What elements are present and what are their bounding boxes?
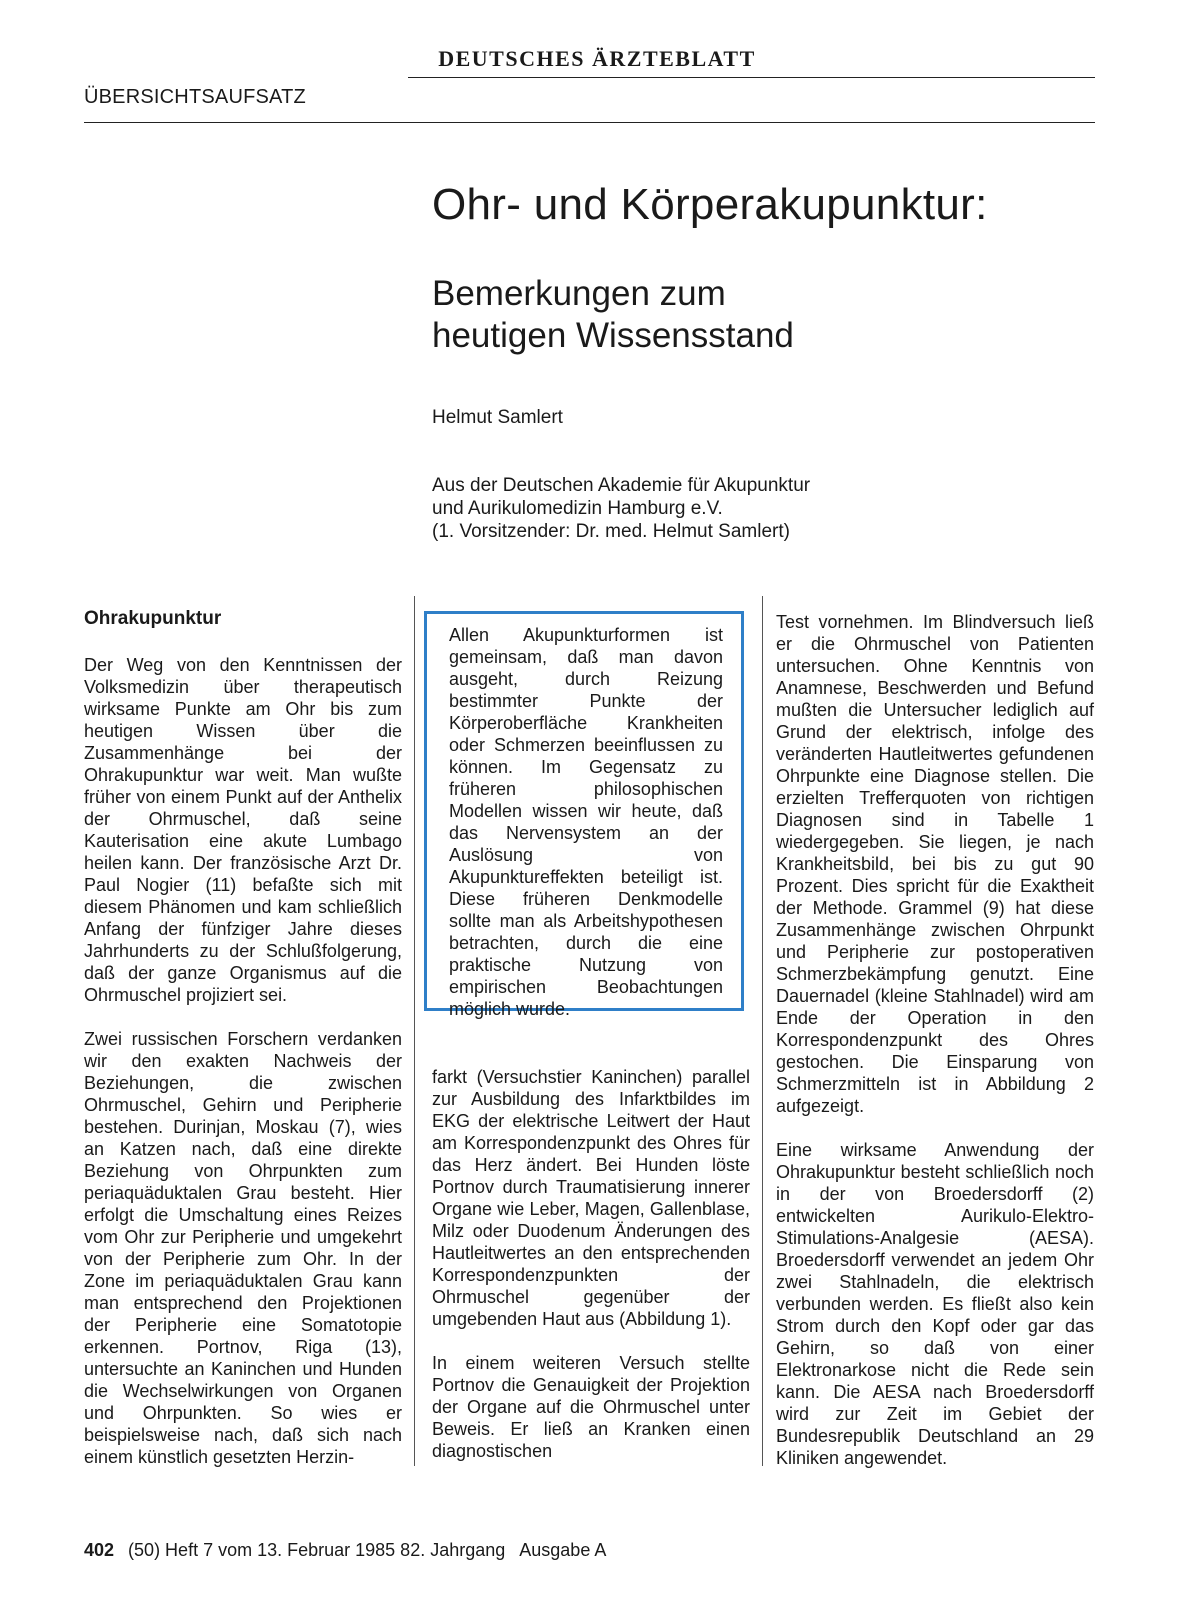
issue-info: (50) Heft 7 vom 13. Februar 1985 82. Jahrgang <box>128 1540 506 1560</box>
column-divider <box>414 596 415 1466</box>
paragraph: Der Weg von den Kenntnissen der Volksmedizin über therapeutisch wirksame Punkte am Ohr bis zum heutigen Wissen über die Zusammenhänge bei der Ohrakupunktur war weit. Man wußte früher von einem Punkt auf der Anthelix der Ohrmuschel, daß seine Kauterisation eine akute Lumbago heilen kann. Der französische Arzt Dr. Paul Nogier (11) befaßte sich mit diesem Phänomen und kam schließlich Anfang der fünfziger Jahre dieses Jahrhunderts zu der Schlußfolgerung, daß der ganze Organismus auf die Ohrmuschel projiziert sei. <box>84 655 402 1005</box>
affiliation <box>432 474 1072 543</box>
paragraph: Zwei russischen Forschern verdanken wir den exakten Nachweis der Beziehungen, die zwischen Ohrmuschel, Gehirn und Peripherie bestehen. Durinjan, Moskau (7), wies an Katzen nach, daß eine direkte Beziehung von Ohrpunkten zum periaquäduktalen Grau besteht. Hier erfolgt die Umschaltung eines Reizes vom Ohr zur Peripherie und umgekehrt von der Peripherie zum Ohr. In der Zone im periaquäduktalen Grau kann man entsprechend den Projektionen der Peripherie eine Somatotopie erkennen. Portnov, Riga (13), untersuchte an Kaninchen und Hunden die Wechselwirkungen von Organen und Ohrpunkten. So wies er beispielsweise nach, daß sich nach einem künstlich gesetzten Herzin- <box>84 1029 402 1467</box>
section-label: ÜBERSICHTSAUFSATZ <box>84 86 306 108</box>
column-left <box>84 608 402 1490</box>
affiliation-line: (1. Vorsitzender: Dr. med. Helmut Samlert) <box>432 521 790 542</box>
paragraph: Eine wirksame Anwendung der Ohrakupunktur besteht schließlich noch in der von Broedersdorff (2) entwickelten Aurikulo-Elektro-Stimulations-Analgesie (AESA). Broedersdorff verwendet an jedem Ohr zwei Stahlnadeln, die elektrisch verbunden werden. Es fließt also kein Strom durch den Kopf oder gar das Gehirn, so daß von einer Elektronarkose nicht die Rede sein kann. Die AESA nach Broedersdorff wird zur Zeit im Gebiet der Bundesrepublik Deutschland an 29 Kliniken angewendet. <box>776 1140 1094 1468</box>
edition-info: Ausgabe A <box>519 1540 607 1560</box>
column-divider <box>762 596 763 1466</box>
summary-text: Allen Akupunkturformen ist gemeinsam, daß man davon ausgeht, durch Reizung bestimmter Punkte der Körperoberfläche Krankheiten oder Schmerzen beeinflussen zu können. Im Gegensatz zu früheren philosophischen Modellen wissen wir heute, daß das Nervensystem an der Auslösung von Akupunktureffekten beteiligt ist. Diese früheren Denkmodelle sollte man als Arbeitshypothesen betrachten, durch die eine praktische Nutzung von empirischen Beobachtungen möglich wurde. <box>449 625 723 1019</box>
article-author: Helmut Samlert <box>432 407 563 428</box>
affiliation-line: und Aurikulomedizin Hamburg e.V. <box>432 498 723 519</box>
journal-title: DEUTSCHES ÄRZTEBLATT <box>438 46 756 71</box>
article-title: Ohr- und Körperakupunktur: <box>432 180 988 229</box>
subtitle-line: Bemerkungen zum <box>432 274 726 313</box>
summary-box <box>424 611 744 1019</box>
section-heading: Ohrakupunktur <box>84 608 222 629</box>
page-number: 402 <box>84 1540 115 1560</box>
paragraph: farkt (Versuchstier Kaninchen) parallel zur Ausbildung des Infarktbildes im EKG der elektrische Leitwert der Haut am Korrespondenzpunkt des Ohres für das Herz ändert. Bei Hunden löste Portnov durch Traumatisierung innerer Organe wie Leber, Magen, Gallenblase, Milz oder Duodenum Änderungen des Hautleitwertes an den entsprechenden Korrespondenzpunkten der Ohrmuschel gegenüber der umgebenden Haut aus (Abbildung 1). <box>432 1067 750 1329</box>
subtitle-line: heutigen Wissensstand <box>432 316 794 355</box>
header-rule <box>408 77 1095 78</box>
section-rule <box>84 122 1095 123</box>
column-middle <box>432 1066 750 1484</box>
paragraph: In einem weiteren Versuch stellte Portnov die Genauigkeit der Projektion der Organe auf die Ohrmuschel unter Beweis. Er ließ an Kranken einen diagnostischen <box>432 1353 750 1461</box>
page-footer <box>84 1540 606 1561</box>
article-subtitle <box>432 273 1032 357</box>
column-right <box>776 611 1094 1491</box>
affiliation-line: Aus der Deutschen Akademie für Akupunktur <box>432 475 811 496</box>
paragraph: Test vornehmen. Im Blindversuch ließ er die Ohrmuschel von Patienten untersuchen. Ohne Kenntnis von Anamnese, Beschwerden und Befund mußten die Untersucher lediglich auf Grund der elektrisch, infolge des veränderten Hautleitwertes gefundenen Ohrpunkte eine Diagnose stellen. Die erzielten Trefferquoten von richtigen Diagnosen sind in Tabelle 1 wiedergegeben. Sie liegen, je nach Krankheitsbild, bei bis zu gut 90 Prozent. Dies spricht für die Exaktheit der Methode. Grammel (9) hat diese Zusammenhänge zwischen Ohrpunkt und Peripherie zur postoperativen Schmerzbekämpfung genutzt. Eine Dauernadel (kleine Stahlnadel) wird am Ende der Operation in den Korrespondenzpunkt des Ohres gestochen. Die Einsparung von Schmerzmitteln ist in Abbildung 2 aufgezeigt. <box>776 612 1094 1116</box>
